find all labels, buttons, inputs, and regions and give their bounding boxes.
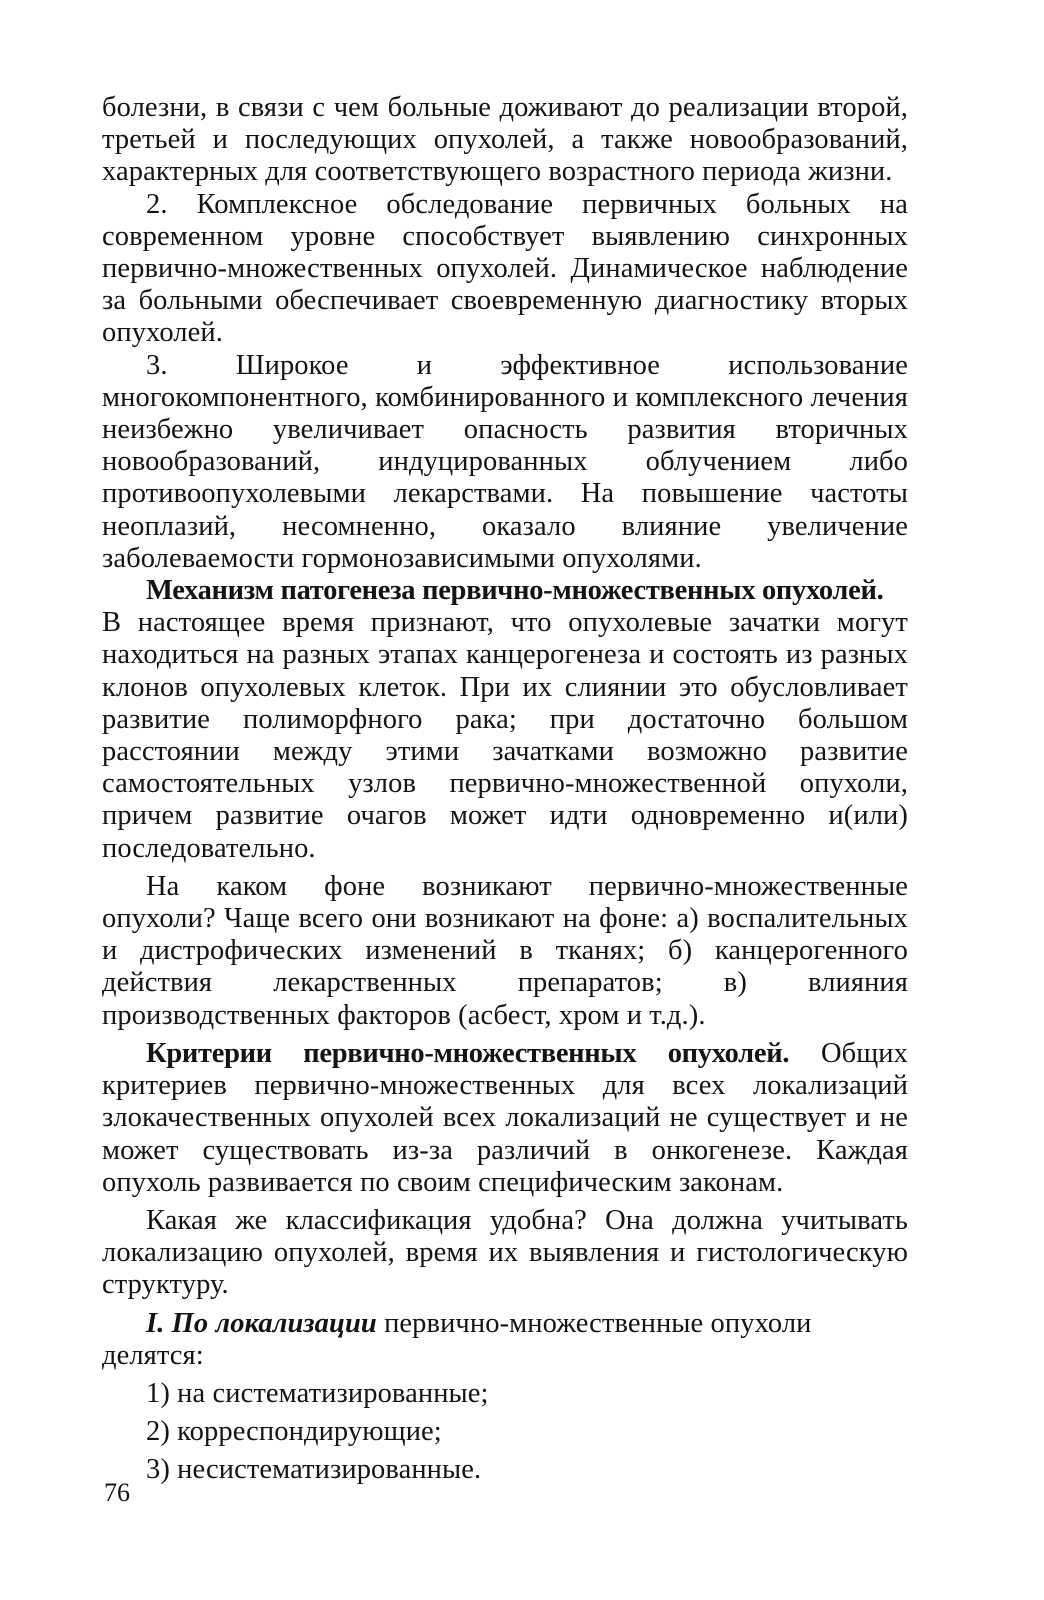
list-item: 1) на систематизированные; <box>146 1377 489 1409</box>
list-item: 2) корреспондирующие; <box>146 1416 442 1448</box>
pathogenesis-heading: Механизм патогенеза первично-множественных опухолей. <box>146 575 884 607</box>
paragraph-point-2: 2. Комплексное обследование первичных больных на современном уровне способствует выявлению синхронных первично-множественных опухолей. Динамическое наблюдение за больными обеспечивает своевременную диагностику вторых опухолей. <box>102 188 908 349</box>
paragraph-pathogenesis <box>102 575 908 865</box>
paragraph-classification: Какая же классификация удобна? Она должна учитывать локализацию опухолей, время их выявления и гистологическую структуру. <box>102 1204 908 1301</box>
paragraph-continuation: болезни, в связи с чем больные доживают до реализации второй, третьей и последующих опухолей, а также новообразований, характерных для соответствующего возрастного периода жизни. <box>102 92 908 188</box>
page-number: 76 <box>104 1478 130 1507</box>
paragraph-background: На каком фоне возникают первично-множественные опухоли? Чаще всего они возникают на фоне: а) воспалительных и дистрофических изменений в тканях; б) канцерогенного действия лекарственных препаратов; в) влияния производственных факторов (асбест, хром и т.д.). <box>102 870 908 1031</box>
paragraph-point-3: 3. Широкое и эффективное использование многокомпонентного, комбинированного и комплексного лечения неизбежно увеличивает опасность развития вторичных новообразований, индуцированных облучением либо противоопухолевыми лекарствами. На повышение частоты неоплазий, несомненно, оказало влияние увеличение заболеваемости гормонозависимыми опухолями. <box>102 349 908 574</box>
criteria-body: Общих критериев первично-множественных для всех локализаций злокачественных опухолей всех локализаций не существует и не может существовать из-за различий в онкогенезе. Каждая опухоль развивается по своим специфическим законам. <box>102 1037 908 1198</box>
body-text <box>102 92 908 1487</box>
localization-body: первично-множественные опухоли делятся: <box>102 1307 812 1371</box>
localization-heading: I. По локализации <box>146 1307 377 1339</box>
criteria-heading: Критерии первично-множественных опухолей. <box>146 1037 790 1069</box>
paragraph-criteria <box>102 1038 908 1199</box>
list-item: 3) несистематизированные. <box>146 1454 482 1486</box>
pathogenesis-body: В настоящее время признают, что опухолевые зачатки могут находиться на разных этапах канцерогенеза и состоять из разных клонов опухолевых клеток. При их слиянии это обусловливает развитие полиморфного рака; при достаточно большом расстоянии между этими зачатками возможно развитие самостоятельных узлов первично-множественной опухоли, причем развитие очагов может идти одновременно и(или) последовательно. <box>102 607 908 864</box>
paragraph-localization <box>102 1308 908 1372</box>
